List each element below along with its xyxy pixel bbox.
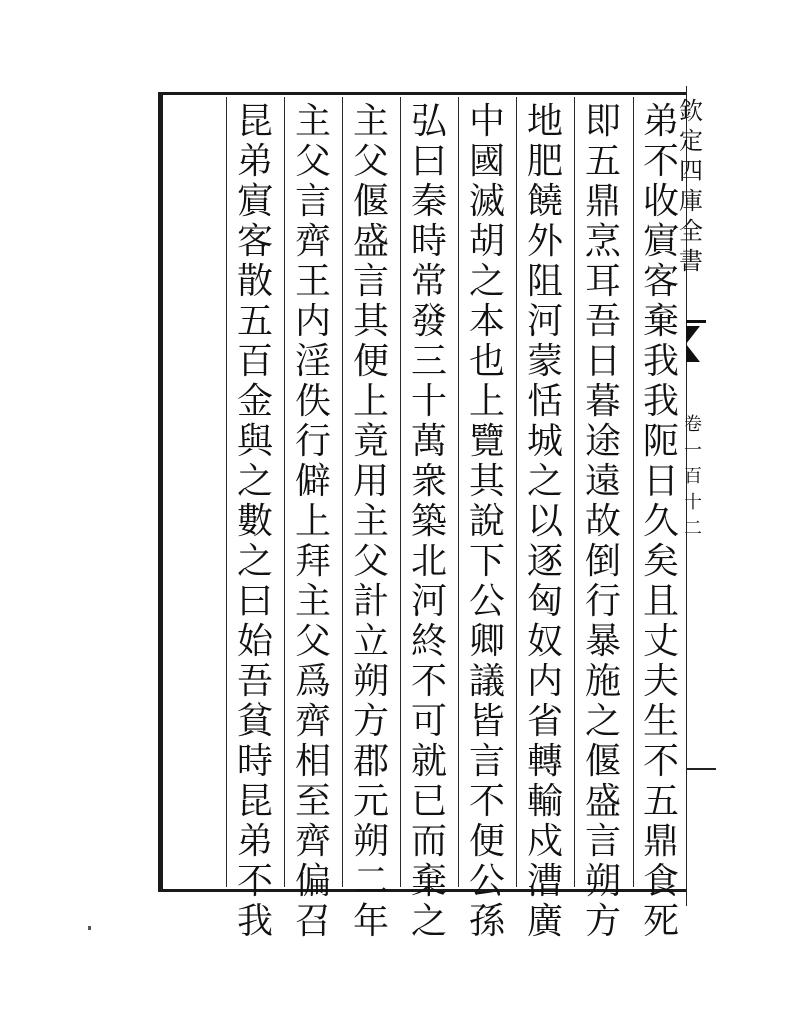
- glyph: 之: [468, 261, 505, 302]
- glyph: 客: [236, 221, 273, 262]
- glyph: 卿: [468, 621, 505, 662]
- glyph: 弟: [236, 821, 273, 862]
- glyph: 秦: [410, 181, 447, 222]
- glyph: 弟: [642, 101, 679, 142]
- glyph: 久: [642, 501, 679, 542]
- glyph: 日: [584, 341, 621, 382]
- glyph: 曰: [236, 581, 273, 622]
- glyph: 五: [584, 141, 621, 182]
- glyph: 中: [468, 101, 505, 142]
- glyph: 轉: [526, 741, 563, 782]
- glyph: 之: [236, 541, 273, 582]
- column-divider: [400, 97, 401, 887]
- glyph: 阨: [642, 421, 679, 462]
- glyph: 胡: [468, 221, 505, 262]
- glyph: 内: [526, 661, 563, 702]
- glyph: 可: [410, 701, 447, 742]
- glyph: 發: [410, 301, 447, 342]
- glyph: 萬: [410, 421, 447, 462]
- glyph: 王: [294, 261, 331, 302]
- glyph: 行: [294, 421, 331, 462]
- glyph: 丈: [642, 621, 679, 662]
- glyph: 故: [584, 501, 621, 542]
- glyph: 吾: [236, 661, 273, 702]
- glyph: 言: [294, 181, 331, 222]
- glyph: 賔: [642, 221, 679, 262]
- glyph: 齊: [294, 701, 331, 742]
- glyph: 偏: [294, 861, 331, 902]
- glyph: 逐: [526, 541, 563, 582]
- glyph: 言: [584, 821, 621, 862]
- glyph: 便: [352, 341, 389, 382]
- column-divider: [226, 97, 227, 887]
- glyph: 饒: [526, 181, 563, 222]
- text-column-4: [460, 101, 514, 942]
- glyph: 我: [642, 341, 679, 382]
- glyph: 昆: [236, 781, 273, 822]
- glyph: 死: [642, 901, 679, 942]
- glyph: 内: [294, 301, 331, 342]
- glyph: 用: [352, 461, 389, 502]
- glyph: 朔: [352, 821, 389, 862]
- glyph: 上: [352, 381, 389, 422]
- glyph: 五: [236, 301, 273, 342]
- glyph: 耳: [584, 261, 621, 302]
- text-column-8: [228, 101, 282, 942]
- column-divider: [574, 97, 575, 887]
- fishtail-bar: [686, 320, 706, 323]
- glyph: 偃: [584, 741, 621, 782]
- glyph: 言: [352, 261, 389, 302]
- glyph: 國: [468, 141, 505, 182]
- glyph: 時: [236, 741, 273, 782]
- glyph: 賔: [236, 181, 273, 222]
- glyph: 不: [236, 861, 273, 902]
- glyph: 召: [294, 901, 331, 942]
- glyph: 以: [526, 501, 563, 542]
- glyph: 輸: [526, 781, 563, 822]
- glyph: 盛: [584, 781, 621, 822]
- glyph: 散: [236, 261, 273, 302]
- glyph: 之: [526, 461, 563, 502]
- glyph: 也: [468, 341, 505, 382]
- glyph: 其: [352, 301, 389, 342]
- glyph: 行: [584, 581, 621, 622]
- glyph: 公: [468, 861, 505, 902]
- glyph: 至: [294, 781, 331, 822]
- glyph: 省: [526, 701, 563, 742]
- glyph: 公: [468, 581, 505, 622]
- glyph: 矣: [642, 541, 679, 582]
- glyph: 五: [642, 781, 679, 822]
- glyph: 上: [294, 501, 331, 542]
- glyph: 匈: [526, 581, 563, 622]
- glyph: 阻: [526, 261, 563, 302]
- text-column-5: [402, 101, 456, 942]
- glyph: 戍: [526, 821, 563, 862]
- glyph: 相: [294, 741, 331, 782]
- glyph: 父: [294, 621, 331, 662]
- glyph: 齊: [294, 221, 331, 262]
- glyph: 與: [236, 421, 273, 462]
- glyph: 倒: [584, 541, 621, 582]
- glyph: 拜: [294, 541, 331, 582]
- glyph: 竟: [352, 421, 389, 462]
- glyph: 數: [236, 501, 273, 542]
- glyph: 偃: [352, 181, 389, 222]
- volume-number: 卷一百十二: [684, 414, 702, 539]
- glyph: 覽: [468, 421, 505, 462]
- glyph: 昆: [236, 101, 273, 142]
- glyph: 計: [352, 581, 389, 622]
- glyph: 盛: [352, 221, 389, 262]
- margin-tick: [686, 768, 716, 770]
- glyph: 父: [294, 141, 331, 182]
- glyph: 百: [236, 341, 273, 382]
- glyph: 之: [236, 461, 273, 502]
- glyph: 地: [526, 101, 563, 142]
- glyph: 弘: [410, 101, 447, 142]
- glyph: 主: [294, 101, 331, 142]
- glyph: 漕: [526, 861, 563, 902]
- glyph: 鼎: [584, 181, 621, 222]
- glyph: 二: [352, 861, 389, 902]
- glyph: 言: [468, 741, 505, 782]
- glyph: 時: [410, 221, 447, 262]
- glyph: 方: [584, 901, 621, 942]
- glyph: 不: [468, 781, 505, 822]
- glyph: 齊: [294, 821, 331, 862]
- book-title: 欽定四庫全書: [679, 97, 703, 275]
- glyph: 滅: [468, 181, 505, 222]
- glyph: 說: [468, 501, 505, 542]
- glyph: 下: [468, 541, 505, 582]
- glyph: 暴: [584, 621, 621, 662]
- glyph: 河: [410, 581, 447, 622]
- text-column-6: [344, 101, 398, 942]
- glyph: 施: [584, 661, 621, 702]
- column-divider: [458, 97, 459, 887]
- glyph: 外: [526, 221, 563, 262]
- glyph: 築: [410, 501, 447, 542]
- glyph: 曰: [410, 141, 447, 182]
- glyph: 常: [410, 261, 447, 302]
- glyph: 元: [352, 781, 389, 822]
- glyph: 恬: [526, 381, 563, 422]
- glyph: 我: [642, 381, 679, 422]
- glyph: 郡: [352, 741, 389, 782]
- glyph: 北: [410, 541, 447, 582]
- glyph: 淫: [294, 341, 331, 382]
- text-column-7: [286, 101, 340, 942]
- glyph: 而: [410, 821, 447, 862]
- glyph: 皆: [468, 701, 505, 742]
- glyph: 暮: [584, 381, 621, 422]
- glyph: 客: [642, 261, 679, 302]
- glyph: 年: [352, 901, 389, 942]
- glyph: 弟: [236, 141, 273, 182]
- column-divider: [342, 97, 343, 887]
- glyph: 鼎: [642, 821, 679, 862]
- glyph: 之: [410, 901, 447, 942]
- glyph: 其: [468, 461, 505, 502]
- glyph: 不: [642, 141, 679, 182]
- ink-dot: [88, 926, 91, 930]
- glyph: 三: [410, 341, 447, 382]
- glyph: 廣: [526, 901, 563, 942]
- glyph: 衆: [410, 461, 447, 502]
- glyph: 父: [352, 141, 389, 182]
- glyph: 方: [352, 701, 389, 742]
- glyph: 不: [642, 741, 679, 782]
- glyph: 棄: [642, 301, 679, 342]
- column-divider: [284, 97, 285, 887]
- glyph: 吾: [584, 301, 621, 342]
- glyph: 遠: [584, 461, 621, 502]
- glyph: 食: [642, 861, 679, 902]
- text-column-2: [576, 101, 630, 942]
- glyph: 主: [352, 501, 389, 542]
- glyph: 河: [526, 301, 563, 342]
- glyph: 之: [584, 701, 621, 742]
- glyph: 蒙: [526, 341, 563, 382]
- glyph: 金: [236, 381, 273, 422]
- glyph: 僻: [294, 461, 331, 502]
- glyph: 收: [642, 181, 679, 222]
- glyph: 立: [352, 621, 389, 662]
- glyph: 主: [294, 581, 331, 622]
- glyph: 佚: [294, 381, 331, 422]
- glyph: 烹: [584, 221, 621, 262]
- glyph: 父: [352, 541, 389, 582]
- glyph: 朔: [584, 861, 621, 902]
- glyph: 奴: [526, 621, 563, 662]
- glyph: 棄: [410, 861, 447, 902]
- glyph: 終: [410, 621, 447, 662]
- glyph: 日: [642, 461, 679, 502]
- glyph: 就: [410, 741, 447, 782]
- glyph: 便: [468, 821, 505, 862]
- glyph: 即: [584, 101, 621, 142]
- glyph: 主: [352, 101, 389, 142]
- glyph: 上: [468, 381, 505, 422]
- glyph: 不: [410, 661, 447, 702]
- glyph: 貧: [236, 701, 273, 742]
- glyph: 十: [410, 381, 447, 422]
- glyph: 爲: [294, 661, 331, 702]
- glyph: 始: [236, 621, 273, 662]
- glyph: 且: [642, 581, 679, 622]
- glyph: 肥: [526, 141, 563, 182]
- glyph: 孫: [468, 901, 505, 942]
- glyph: 生: [642, 701, 679, 742]
- glyph: 城: [526, 421, 563, 462]
- glyph: 我: [236, 901, 273, 942]
- glyph: 議: [468, 661, 505, 702]
- glyph: 已: [410, 781, 447, 822]
- text-column-3: [518, 101, 572, 942]
- fishtail-mark-icon: [686, 326, 700, 362]
- glyph: 本: [468, 301, 505, 342]
- column-divider: [516, 97, 517, 887]
- glyph: 途: [584, 421, 621, 462]
- glyph: 朔: [352, 661, 389, 702]
- glyph: 夫: [642, 661, 679, 702]
